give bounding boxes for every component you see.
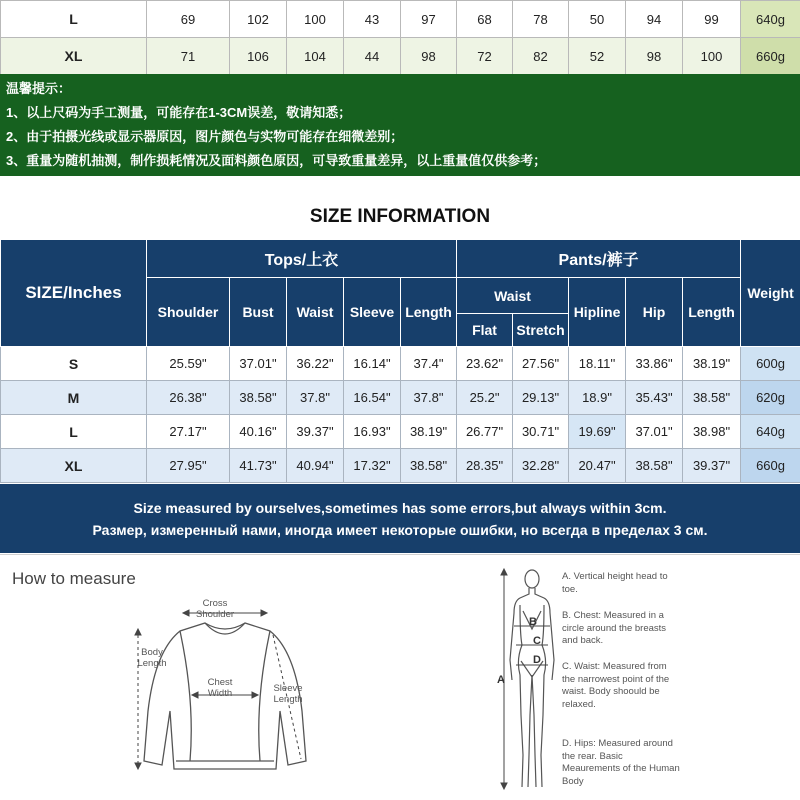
- value-cell: 99: [683, 1, 741, 38]
- value-cell: 97: [401, 1, 457, 38]
- header-sleeve: Sleeve: [344, 278, 401, 347]
- marker-a: A: [497, 674, 505, 686]
- value-cell: 78: [513, 1, 569, 38]
- header-pants-length: Length: [683, 278, 741, 347]
- value-cell: 23.62": [457, 347, 513, 381]
- value-cell: 18.9": [569, 381, 626, 415]
- value-cell: 106: [230, 38, 287, 75]
- cm-table-row: [1, 1, 800, 38]
- value-cell: 100: [287, 1, 344, 38]
- value-cell: 38.19": [683, 347, 741, 381]
- value-cell: 38.19": [401, 415, 457, 449]
- header-weight: Weight: [741, 240, 800, 347]
- value-cell: 100: [683, 38, 741, 75]
- value-cell: 16.54": [344, 381, 401, 415]
- value-cell: 37.4": [401, 347, 457, 381]
- value-cell: 44: [344, 38, 401, 75]
- value-cell: 25.2": [457, 381, 513, 415]
- inches-table-row: [1, 381, 800, 415]
- value-cell: 39.37": [287, 415, 344, 449]
- weight-cell: 660g: [741, 449, 800, 483]
- how-to-measure-section: [0, 554, 800, 800]
- marker-b: B: [529, 616, 537, 628]
- value-cell: 37.01": [230, 347, 287, 381]
- header-tops: Tops/上衣: [147, 240, 457, 278]
- value-cell: 72: [457, 38, 513, 75]
- weight-cell: 640g: [741, 1, 800, 38]
- note-d: D. Hips: Measured around the rear. Basic Meaurements of the Human Body: [562, 738, 680, 787]
- value-cell: 69: [147, 1, 230, 38]
- size-label-cell: M: [1, 381, 147, 415]
- value-cell: 27.95": [147, 449, 230, 483]
- how-to-measure-title: How to measure: [12, 569, 136, 588]
- notice-line: 3、重量为随机抽测，制作损耗情况及面料颜色原因，可导致重量差异，以上重量值仅供参考；: [6, 153, 547, 168]
- value-cell: 27.56": [513, 347, 569, 381]
- header-pants-waist: Waist: [457, 278, 569, 314]
- notice-box: [0, 74, 800, 176]
- value-cell: 98: [626, 38, 683, 75]
- value-cell: 41.73": [230, 449, 287, 483]
- weight-cell: 620g: [741, 381, 800, 415]
- cm-size-table: [0, 0, 800, 75]
- value-cell: 43: [344, 1, 401, 38]
- value-cell: 104: [287, 38, 344, 75]
- size-inches-table: [0, 239, 800, 483]
- value-cell: 40.16": [230, 415, 287, 449]
- value-cell: 37.01": [626, 415, 683, 449]
- value-cell: 32.28": [513, 449, 569, 483]
- value-cell: 26.77": [457, 415, 513, 449]
- notice-line: 2、由于拍摄光线或显示器原因，图片颜色与实物可能存在细微差别；: [6, 129, 404, 144]
- value-cell: 35.43": [626, 381, 683, 415]
- disclaimer-russian: Размер, измеренный нами, иногда имеет некоторые ошибки, но всегда в пределах 3 см.: [92, 522, 708, 538]
- value-cell: 68: [457, 1, 513, 38]
- weight-cell: 600g: [741, 347, 800, 381]
- size-label-cell: XL: [1, 38, 147, 75]
- value-cell: 40.94": [287, 449, 344, 483]
- note-b: B. Chest: Measured in a circle around the breasts and back.: [562, 610, 667, 646]
- header-pants: Pants/裤子: [457, 240, 741, 278]
- value-cell: 18.11'': [569, 347, 626, 381]
- size-label-cell: S: [1, 347, 147, 381]
- value-cell: 16.14": [344, 347, 401, 381]
- header-flat: Flat: [457, 314, 513, 347]
- label-body-length: Body Length: [137, 647, 167, 669]
- note-c: C. Waist: Measured from the narrowest point of the waist. Body shoould be relaxed.: [562, 661, 670, 710]
- marker-d: D: [533, 654, 541, 666]
- value-cell: 38.58": [401, 449, 457, 483]
- size-label-cell: L: [1, 415, 147, 449]
- label-chest-width: Chest Width: [207, 677, 233, 699]
- size-label-cell: XL: [1, 449, 147, 483]
- header-size: SIZE/Inches: [1, 240, 147, 347]
- value-cell: 20.47": [569, 449, 626, 483]
- disclaimer-english: Size measured by ourselves,sometimes has some errors,but always within 3cm.: [133, 500, 667, 516]
- value-cell: 30.71": [513, 415, 569, 449]
- value-cell: 102: [230, 1, 287, 38]
- value-cell: 37.8": [401, 381, 457, 415]
- marker-c: C: [533, 635, 541, 647]
- value-cell: 38.58": [626, 449, 683, 483]
- body-figure-illustration: [490, 565, 565, 800]
- header-bust: Bust: [230, 278, 287, 347]
- header-hipline: Hipline: [569, 278, 626, 347]
- notice-line: 1、以上尺码为手工测量，可能存在1-3CM误差，敬请知悉；: [6, 105, 352, 120]
- disclaimer-band: [0, 484, 800, 553]
- weight-cell: 640g: [741, 415, 800, 449]
- value-cell: 52: [569, 38, 626, 75]
- value-cell: 29.13": [513, 381, 569, 415]
- notice-line: 温馨提示：: [6, 81, 72, 96]
- value-cell: 38.58": [683, 381, 741, 415]
- value-cell: 25.59": [147, 347, 230, 381]
- value-cell: 37.8": [287, 381, 344, 415]
- value-cell: 33.86": [626, 347, 683, 381]
- inches-table-row: [1, 347, 800, 381]
- size-label-cell: L: [1, 1, 147, 38]
- value-cell: 26.38": [147, 381, 230, 415]
- value-cell: 38.58": [230, 381, 287, 415]
- value-cell: 98: [401, 38, 457, 75]
- value-cell: 50: [569, 1, 626, 38]
- label-cross-shoulder: Cross Shoulder: [195, 598, 235, 620]
- inches-table-row: [1, 449, 800, 483]
- header-shoulder: Shoulder: [147, 278, 230, 347]
- header-waist: Waist: [287, 278, 344, 347]
- value-cell: 17.32": [344, 449, 401, 483]
- label-sleeve-length: Sleeve Length: [273, 683, 303, 705]
- value-cell: 36.22": [287, 347, 344, 381]
- value-cell: 16.93": [344, 415, 401, 449]
- cm-table-row: [1, 38, 800, 75]
- note-a: A. Vertical height head to toe.: [562, 571, 668, 595]
- inches-table-row: [1, 415, 800, 449]
- header-hip: Hip: [626, 278, 683, 347]
- weight-cell: 660g: [741, 38, 800, 75]
- value-cell: 38.98": [683, 415, 741, 449]
- value-cell: 27.17": [147, 415, 230, 449]
- value-cell: 28.35": [457, 449, 513, 483]
- header-stretch: Stretch: [513, 314, 569, 347]
- size-information-title: SIZE INFORMATION: [309, 206, 491, 227]
- value-cell: 82: [513, 38, 569, 75]
- value-cell: 71: [147, 38, 230, 75]
- value-cell: 19.69": [569, 415, 626, 449]
- value-cell: 94: [626, 1, 683, 38]
- header-length: Length: [401, 278, 457, 347]
- value-cell: 39.37": [683, 449, 741, 483]
